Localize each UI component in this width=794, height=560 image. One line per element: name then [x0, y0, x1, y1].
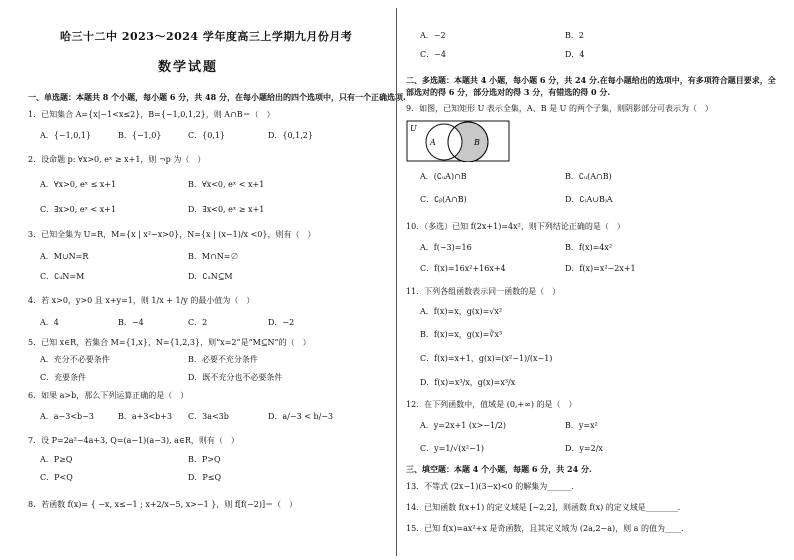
question-6-stem: 6．如果 a>b，那么下列运算正确的是（ ） [28, 391, 189, 400]
question-3-option-d: D．∁ᵤN⊆M [188, 272, 233, 281]
exam-title: 哈三十二中 2023～2024 学年度高三上学期九月份月考 [60, 30, 353, 43]
question-11-option-b: B．f(x)=x，g(x)=∛x³ [420, 330, 503, 339]
question-8-option-d: D．4 [565, 50, 585, 59]
venn-label-a: A [430, 138, 436, 147]
question-6-option-b: B．a+3<b+3 [118, 412, 173, 421]
question-12-option-d: D．y=2/x [565, 444, 603, 453]
question-3-stem: 3．已知全集为 U=R，M={x | x²−x>0}，N={x | (x−1)/x <0}，则有（ ） [28, 230, 316, 239]
question-7-option-d: D．P≤Q [188, 473, 222, 482]
section-multi-choice: 二、多选题：本题共 4 小题，每小题 6 分，共 24 分.在每小题给出的选项中，有多项符合题目要求，全 [406, 75, 776, 85]
question-10-option-c: C．f(x)=16x²+16x+4 [420, 264, 506, 273]
question-5-stem: 5．已知 x∈R，若集合 M={1,x}，N={1,2,3}，则“x=2”是“M⊆N”的（ ） [28, 338, 311, 347]
question-10-stem: 10．（多选）已知 f(2x+1)=4x²，则下列结论正确的是（ ） [406, 222, 625, 231]
question-7-option-a: A．P≥Q [40, 455, 73, 464]
question-12-stem: 12．在下列函数中，值域是 (0,+∞) 的是（ ） [406, 400, 577, 409]
question-7-option-c: C．P<Q [40, 473, 73, 482]
question-2-option-d: D．∃x<0, eˣ ≥ x+1 [188, 205, 265, 214]
question-4-option-b: B．−4 [118, 318, 144, 327]
question-5-option-d: D．既不充分也不必要条件 [188, 373, 283, 382]
question-12-option-b: B．y=x² [565, 421, 598, 430]
question-2-option-a: A．∀x>0, eˣ ≤ x+1 [40, 180, 117, 189]
question-1-option-d: D．{0,1,2} [268, 131, 313, 140]
question-9-option-b: B．∁ᵤ(A∩B) [565, 172, 612, 181]
question-1-stem: 1．已知集合 A={x|−1<x≤2}，B={−1,0,1,2}，则 A∩B＝（ ） [28, 110, 275, 119]
question-12-option-a: A．y=2x+1 (x>−1/2) [420, 421, 506, 430]
column-divider [396, 8, 397, 556]
question-13: 13．不等式 (2x−1)(3−x)<0 的解集为______. [406, 482, 574, 491]
question-5-option-b: B．必要不充分条件 [188, 355, 258, 364]
venn-label-b: B [474, 138, 480, 147]
question-10-option-a: A．f(−3)=16 [420, 243, 472, 252]
question-6-option-c: C．3a<3b [188, 412, 229, 421]
question-4-option-d: D．−2 [268, 318, 295, 327]
question-12-option-c: C．y=1/√(x²−1) [420, 444, 484, 453]
question-7-option-b: B．P>Q [188, 455, 221, 464]
question-8-stem: 8．若函数 f(x)= { −x, x≤−1 ; x+2/x−5, x>−1 }，则 f[f(−2)]＝（ ） [28, 500, 298, 509]
question-11-stem: 11．下列各组函数表示同一函数的是（ ） [406, 287, 561, 296]
question-8-option-b: B．2 [565, 31, 584, 40]
question-10-option-d: D．f(x)=x²−2x+1 [565, 264, 636, 273]
section-fill-in: 三、填空题：本题 4 个小题，每题 6 分，共 24 分. [406, 464, 592, 474]
question-9-option-c: C．∁ᵦ(A∩B) [420, 195, 467, 204]
question-9-option-a: A．(∁ᵤA)∩B [420, 172, 467, 181]
question-4-option-a: A．4 [40, 318, 59, 327]
section-single-choice: 一、单选题：本题共 8 个小题，每小题 6 分，共 48 分，在每小题给出的四个选项中，只有一个正确选项. [28, 92, 406, 102]
question-3-option-a: A．M∪N=R [40, 252, 89, 261]
question-2-stem: 2．设命题 p: ∀x>0, eˣ ≥ x+1，则 ¬p 为（ ） [28, 155, 206, 164]
question-5-option-c: C．充要条件 [40, 373, 87, 382]
question-10-option-b: B．f(x)=4x² [565, 243, 613, 252]
question-2-option-c: C．∃x>0, eˣ < x+1 [40, 205, 117, 214]
question-15: 15．已知 f(x)=ax²+x 是奇函数，且其定义域为 (2a,2−a)，则 a 的值为____. [406, 524, 684, 533]
question-9-option-d: D．∁₍A∪B₎A [565, 195, 613, 204]
question-4-option-c: C．2 [188, 318, 208, 327]
question-4-stem: 4．若 x>0，y>0 且 x+y=1，则 1/x + 1/y 的最小值为（ ） [28, 296, 255, 305]
question-3-option-b: B．M∩N=∅ [188, 252, 239, 261]
question-8-option-c: C．−4 [420, 50, 446, 59]
question-1-option-b: B．{−1,0} [118, 131, 162, 140]
section-multi-choice-rules: 部选对的得 6 分，部分选对的得 3 分，有错选的得 0 分. [406, 87, 611, 97]
right-column-lower [400, 0, 794, 560]
question-7-stem: 7．设 P=2a²−4a+3, Q=(a−1)(a−3), a∈R，则有（ ） [28, 436, 239, 445]
question-8-option-a: A．−2 [420, 31, 446, 40]
question-1-option-c: C．{0,1} [188, 131, 226, 140]
venn-label-u: U [410, 124, 417, 133]
question-2-option-b: B．∀x<0, eˣ < x+1 [188, 180, 265, 189]
question-11-option-c: C．f(x)=x+1，g(x)=(x²−1)/(x−1) [420, 354, 553, 363]
question-5-option-a: A．充分不必要条件 [40, 355, 110, 364]
question-14: 14．已知函数 f(x+1) 的定义域是 [−2,2]，则函数 f(x) 的定义域是________. [406, 503, 681, 512]
question-11-option-a: A．f(x)=x，g(x)=√x² [420, 307, 503, 316]
question-6-option-a: A．a−3<b−3 [40, 412, 94, 421]
question-1-option-a: A．{−1,0,1} [40, 131, 92, 140]
question-3-option-c: C．∁ᵤN=M [40, 272, 85, 281]
question-9-stem: 9．如图，已知矩形 U 表示全集，A、B 是 U 的两个子集，则阴影部分可表示为（ ） [406, 104, 713, 113]
question-11-option-d: D．f(x)=x³/x，g(x)=x³/x [420, 378, 516, 387]
question-6-option-d: D．a/−3 < b/−3 [268, 412, 334, 421]
exam-subtitle: 数学试题 [158, 60, 219, 75]
